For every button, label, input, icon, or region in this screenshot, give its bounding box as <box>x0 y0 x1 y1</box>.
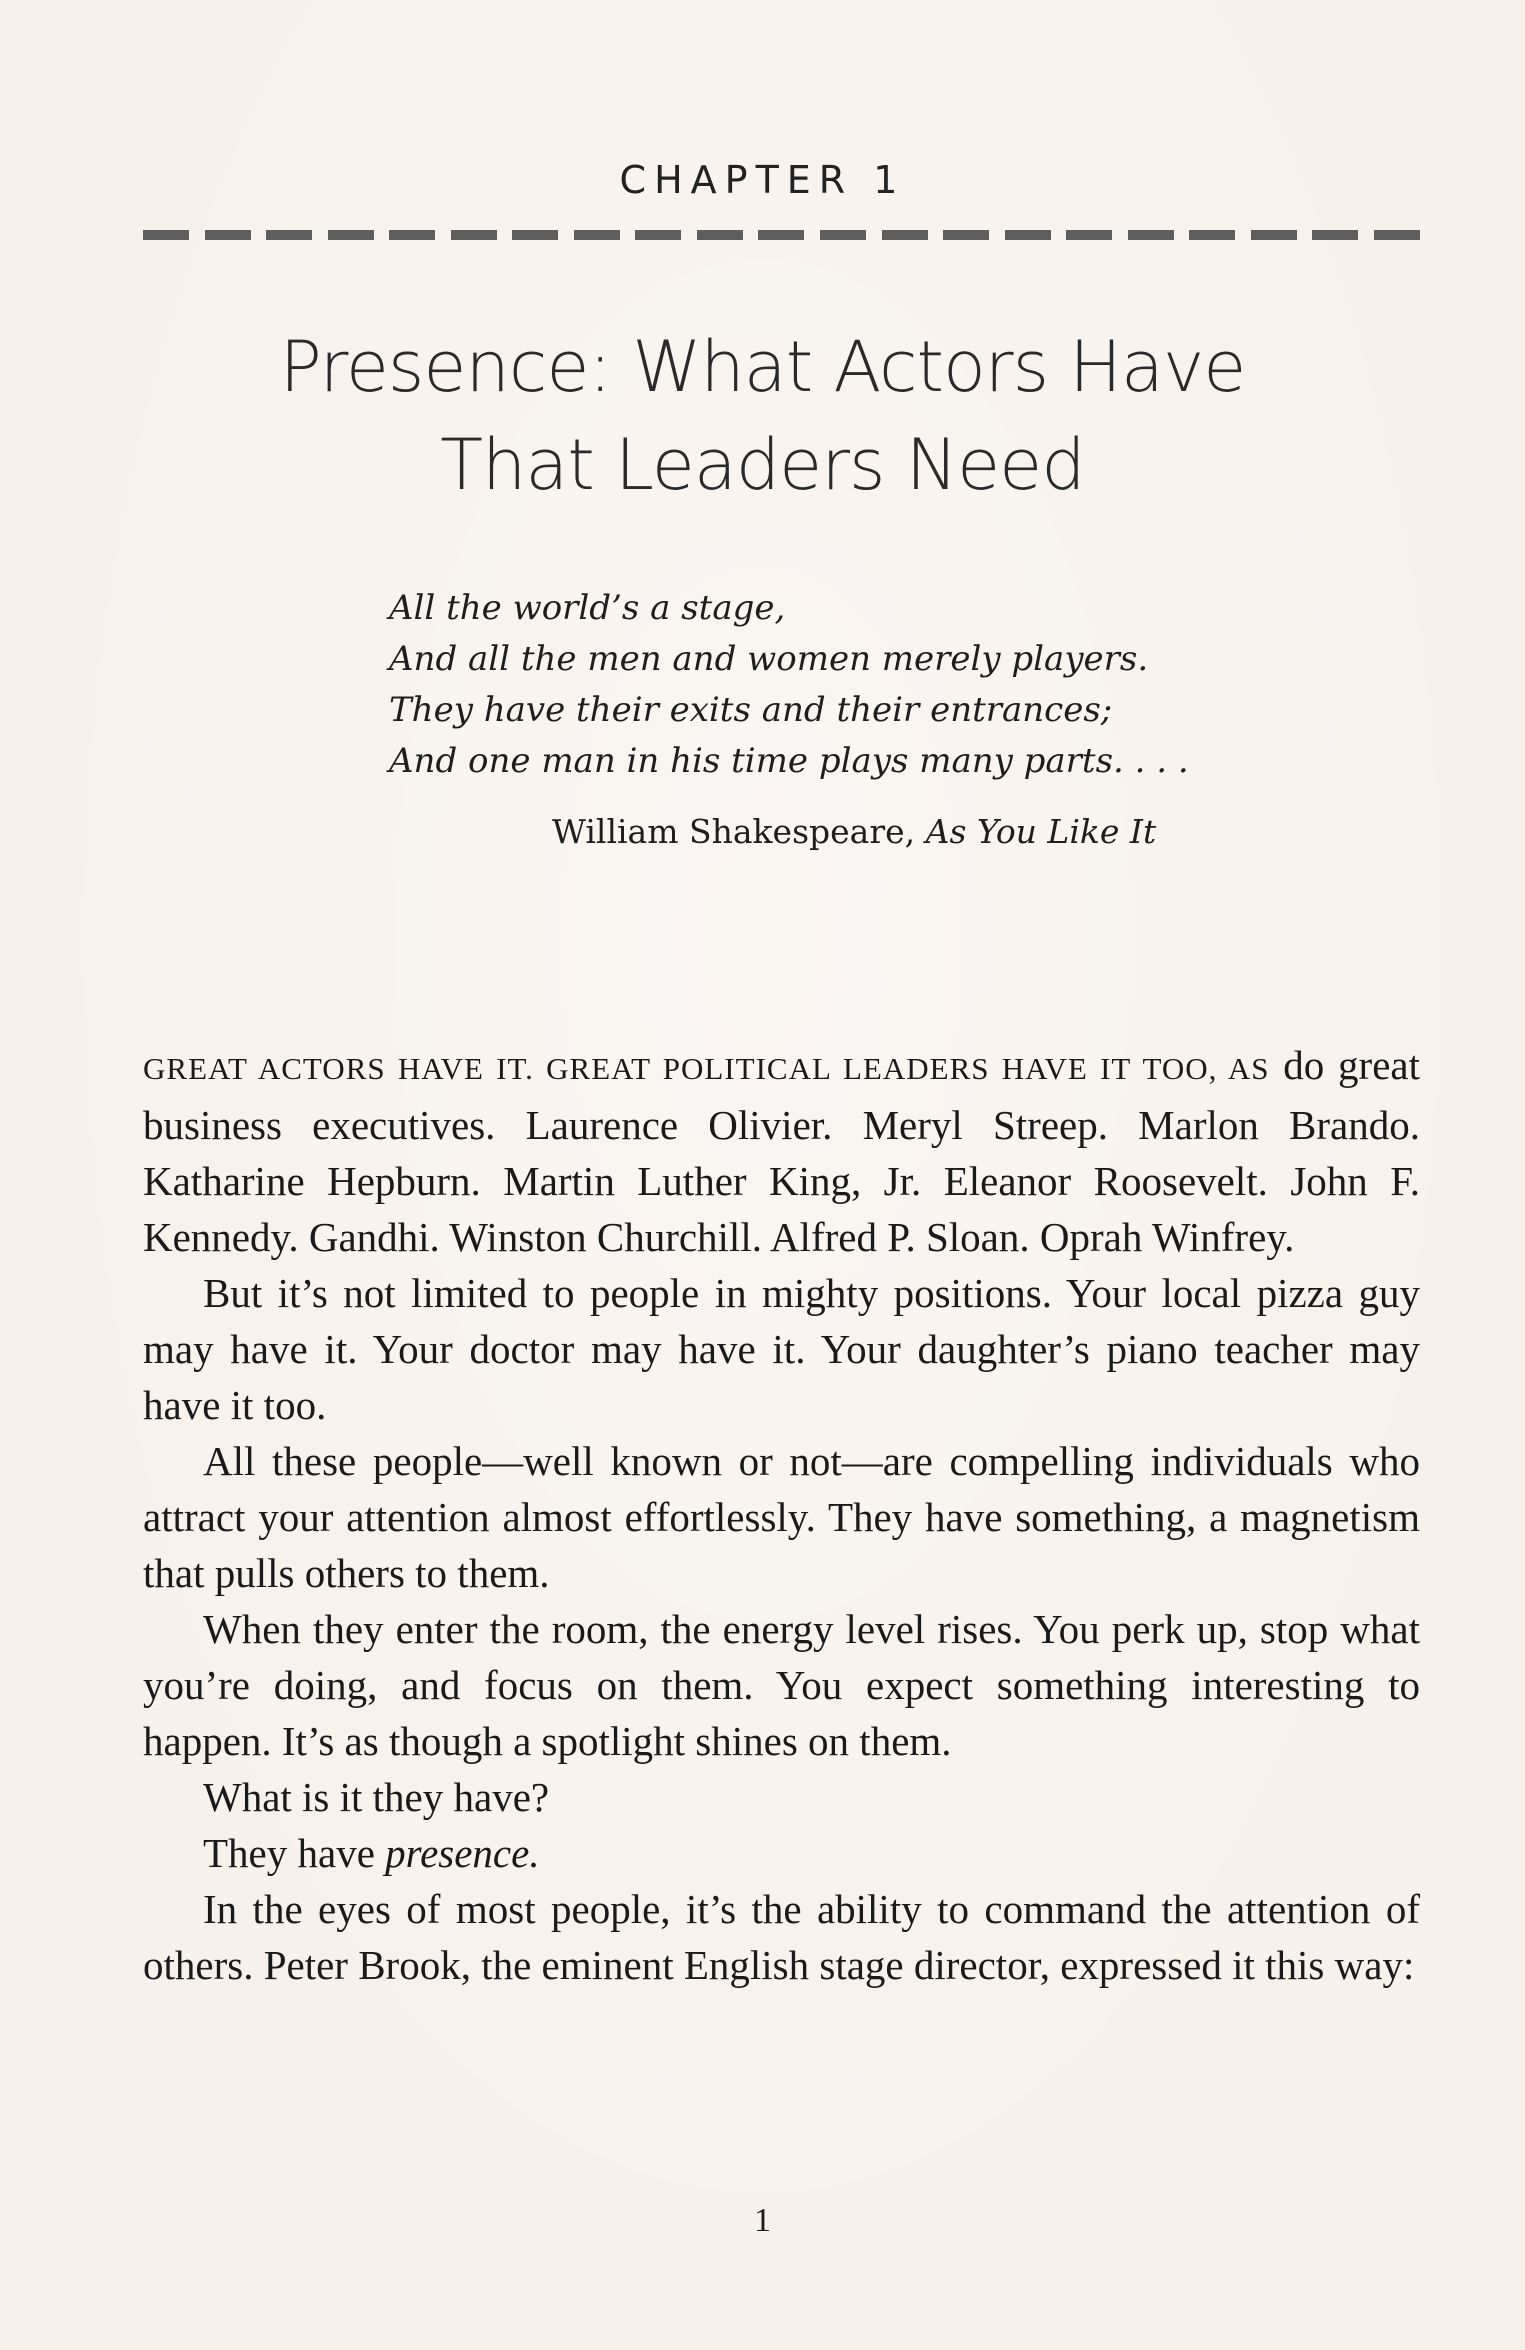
chapter-title-line: Presence: What Actors Have <box>279 326 1246 408</box>
epigraph <box>389 583 1289 787</box>
paragraph: But it’s not limited to people in mighty positions. Your local pizza guy may have it. Your doctor may have it. Your daughter’s piano teacher may have it too. <box>143 1270 1420 1428</box>
paragraph: All these people—well known or not—are compelling individuals who attract your attention almost effortlessly. They have something, a magnetism that pulls others to them. <box>143 1438 1420 1596</box>
epigraph-attribution <box>552 812 1156 851</box>
chapter-title <box>0 318 1525 514</box>
body-text <box>143 1037 1420 1993</box>
page-number: 1 <box>754 2202 771 2239</box>
paragraph: When they enter the room, the energy level rises. You perk up, stop what you’re doing, and focus on them. You expect something interesting to happen. It’s as though a spotlight shines on them. <box>143 1606 1420 1764</box>
paragraph <box>143 1037 1420 1265</box>
epigraph-work: As You Like It <box>925 812 1157 851</box>
epigraph-line: They have their exits and their entrances; <box>389 690 1113 730</box>
epigraph-author: William Shakespeare, <box>552 812 916 851</box>
paragraph: In the eyes of most people, it’s the ability to command the attention of others. Peter Brook, the eminent English stage director, expressed it this way: <box>143 1886 1420 1988</box>
epigraph-line: And one man in his time plays many parts. . . . <box>389 741 1189 781</box>
epigraph-line: All the world’s a stage, <box>389 588 786 628</box>
emphasis-word: presence. <box>385 1830 540 1876</box>
chapter-label: CHAPTER 1 <box>619 158 906 202</box>
chapter-divider-rule <box>143 229 1420 240</box>
epigraph-line: And all the men and women merely players. <box>389 639 1149 679</box>
paragraph: What is it they have? <box>203 1774 550 1820</box>
paragraph-text: They have <box>203 1830 386 1876</box>
paragraph <box>143 1825 1420 1881</box>
paragraph-text: do great business executives. Laurence Olivier. Meryl Streep. Marlon Brando. Katharine Hepburn. Martin Luther King, Jr. Eleanor Roosevelt. John F. Kennedy. Gandhi. Winston Churchill. Alfred P. Sloan. Oprah Winfrey. <box>143 1042 1420 1260</box>
chapter-title-line: That Leaders Need <box>440 424 1085 506</box>
paragraph-lead-in: GREAT ACTORS HAVE IT. GREAT POLITICAL LEADERS HAVE IT TOO, AS <box>143 1051 1270 1086</box>
